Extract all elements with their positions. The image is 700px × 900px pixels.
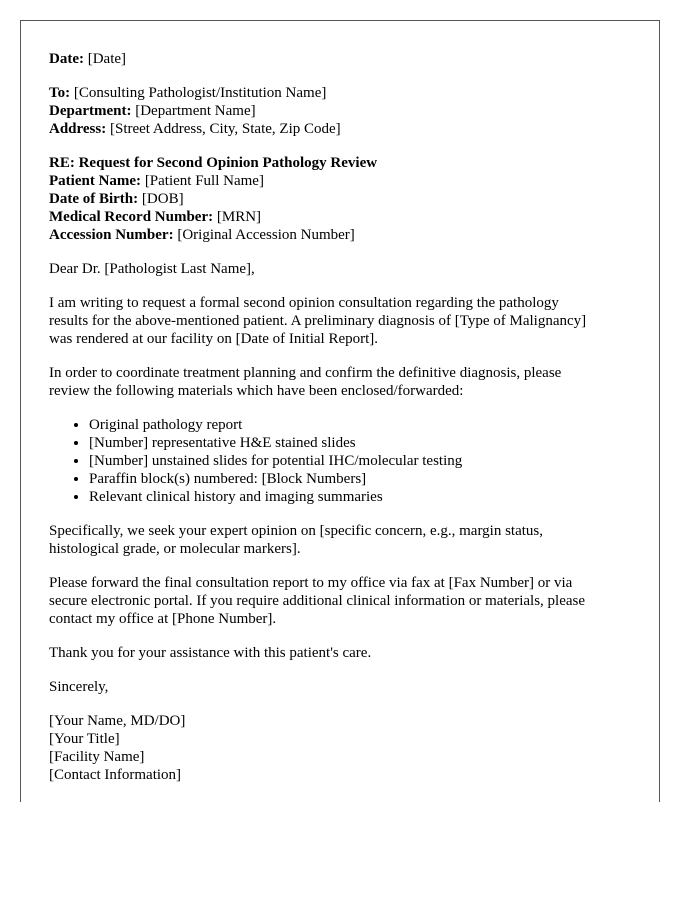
- closing: Sincerely,: [49, 679, 109, 695]
- dob-label: Date of Birth:: [49, 191, 139, 207]
- list-item: • [Number] unstained slides for potential IHC/molecular testing: [89, 452, 631, 470]
- signature-contact: [Contact Information]: [49, 767, 182, 783]
- to-line: [49, 84, 631, 102]
- paragraph-request: I am writing to request a formal second opinion consultation regarding the pathology results for the above-mentioned patient. A preliminary diagnosis of [Type of Malignancy] was rendered at our facility on [Date of Initial Report].: [49, 295, 587, 347]
- signature-name: [Your Name, MD/DO]: [49, 713, 186, 729]
- department-label: Department:: [49, 103, 132, 119]
- mrn-value: [MRN]: [216, 209, 262, 225]
- date-value: [Date]: [87, 51, 127, 67]
- patient-name-line: [49, 172, 631, 190]
- patient-name-value: [Patient Full Name]: [144, 173, 264, 189]
- list-item: • Original pathology report: [89, 416, 631, 434]
- date-block: [49, 50, 631, 68]
- date-line: [49, 50, 631, 68]
- accession-value: [Original Accession Number]: [177, 227, 355, 243]
- dob-line: [49, 190, 631, 208]
- date-label: Date:: [49, 51, 84, 67]
- paragraph-materials-intro: In order to coordinate treatment planning and confirm the definitive diagnosis, please review the following materials which have been enclosed/forwarded:: [49, 365, 562, 399]
- signature-title: [Your Title]: [49, 731, 120, 747]
- accession-line: [49, 226, 631, 244]
- signature-facility: [Facility Name]: [49, 749, 145, 765]
- address-label: Address:: [49, 121, 107, 137]
- list-item: • Relevant clinical history and imaging summaries: [89, 488, 631, 506]
- department-line: [49, 102, 631, 120]
- address-value: [Street Address, City, State, Zip Code]: [109, 121, 341, 137]
- recipient-block: [49, 84, 631, 138]
- paragraph-specific-concern: Specifically, we seek your expert opinion on [specific concern, e.g., margin status, histological grade, or molecular markers].: [49, 523, 544, 557]
- accession-label: Accession Number:: [49, 227, 174, 243]
- mrn-line: [49, 208, 631, 226]
- re-heading: RE: Request for Second Opinion Pathology Review: [49, 155, 378, 171]
- list-item: • Paraffin block(s) numbered: [Block Numbers]: [89, 470, 631, 488]
- to-label: To:: [49, 85, 71, 101]
- subject-block: [49, 154, 631, 244]
- to-value: [Consulting Pathologist/Institution Name]: [73, 85, 327, 101]
- letter-page: [20, 20, 660, 802]
- signature-block: [49, 712, 631, 784]
- paragraph-forwarding: Please forward the final consultation report to my office via fax at [Fax Number] or via secure electronic portal. If you require additional clinical information or materials, please contact my office at [Phone Number].: [49, 575, 586, 627]
- thanks-line: Thank you for your assistance with this patient's care.: [49, 645, 372, 661]
- address-line: [49, 120, 631, 138]
- department-value: [Department Name]: [135, 103, 256, 119]
- materials-list: [49, 416, 631, 506]
- mrn-label: Medical Record Number:: [49, 209, 214, 225]
- re-line: [49, 154, 631, 172]
- salutation: Dear Dr. [Pathologist Last Name],: [49, 261, 255, 277]
- patient-name-label: Patient Name:: [49, 173, 142, 189]
- dob-value: [DOB]: [141, 191, 184, 207]
- list-item: • [Number] representative H&E stained slides: [89, 434, 631, 452]
